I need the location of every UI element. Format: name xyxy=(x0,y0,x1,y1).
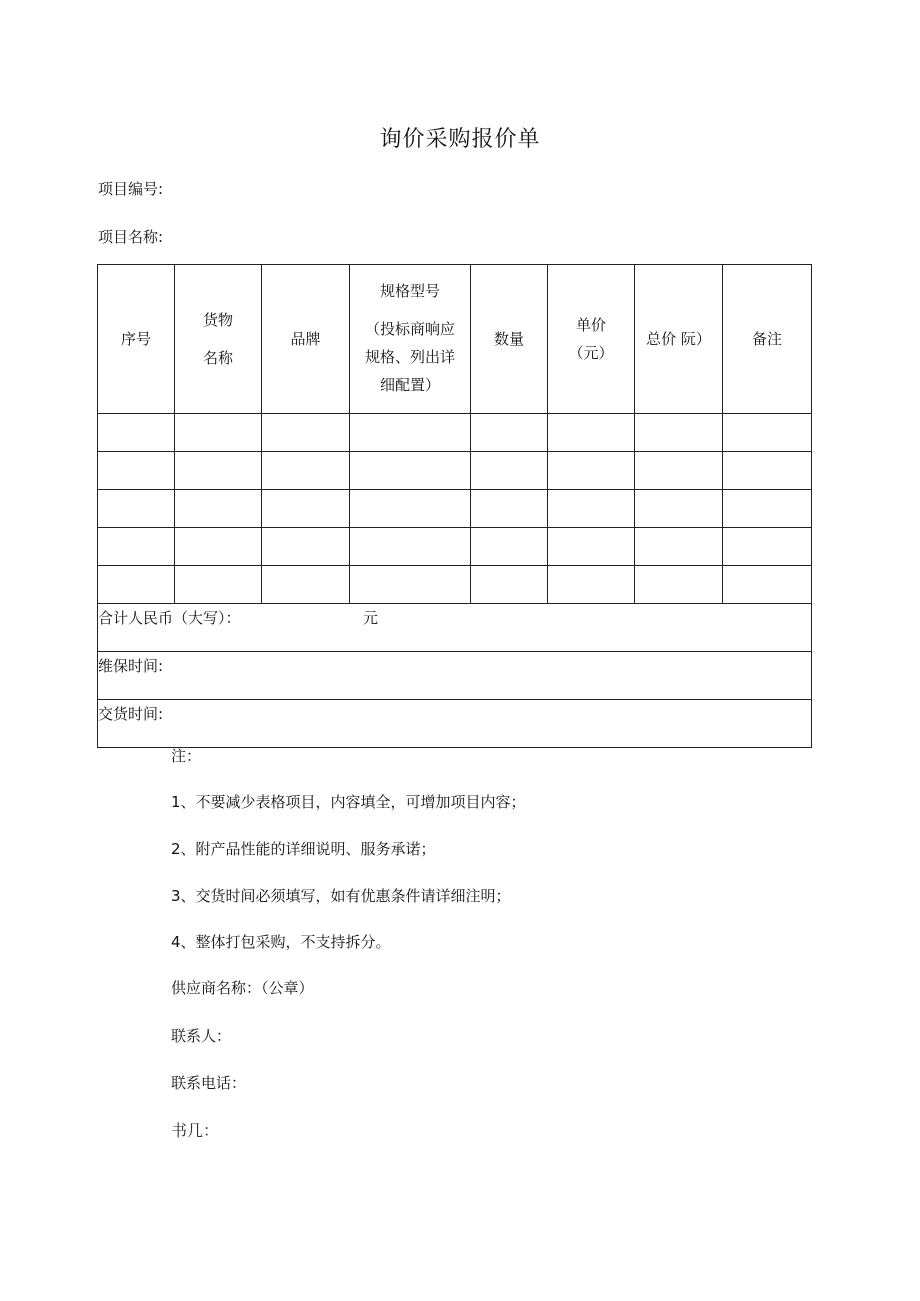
table-cell[interactable] xyxy=(262,414,350,452)
header-seq: 序号 xyxy=(98,265,175,414)
table-cell[interactable] xyxy=(548,528,635,566)
table-row xyxy=(98,566,812,604)
table-cell[interactable] xyxy=(175,452,262,490)
table-cell[interactable] xyxy=(350,490,471,528)
table-cell[interactable] xyxy=(723,414,812,452)
quote-table xyxy=(97,264,812,748)
header-unit-price: 单价 （元） xyxy=(548,265,635,414)
table-cell[interactable] xyxy=(548,566,635,604)
table-cell[interactable] xyxy=(175,528,262,566)
header-brand: 品牌 xyxy=(262,265,350,414)
table-cell[interactable] xyxy=(635,566,723,604)
table-cell[interactable] xyxy=(98,452,175,490)
table-cell[interactable] xyxy=(723,452,812,490)
total-cell[interactable] xyxy=(98,604,812,652)
table-cell[interactable] xyxy=(175,490,262,528)
table-cell[interactable] xyxy=(635,414,723,452)
contact-phone-label: 联系电话： xyxy=(171,1074,247,1092)
maintenance-cell[interactable] xyxy=(98,652,812,700)
table-cell[interactable] xyxy=(98,528,175,566)
table-row xyxy=(98,490,812,528)
notes-heading: 注： xyxy=(171,747,202,765)
maintenance-row xyxy=(98,652,812,700)
header-quantity: 数量 xyxy=(471,265,548,414)
table-cell[interactable] xyxy=(175,566,262,604)
note-item: 4、整体打包采购，不支持拆分。 xyxy=(171,933,391,951)
total-row xyxy=(98,604,812,652)
project-number-label: 项目编号: xyxy=(98,180,164,198)
note-item: 1、不要减少表格项目，内容填全，可增加项目内容； xyxy=(171,793,526,811)
total-label: 合计人民币（大写）： xyxy=(98,609,241,627)
table-cell[interactable] xyxy=(723,566,812,604)
header-goods-name: 货物 名称 xyxy=(175,265,262,414)
table-row xyxy=(98,528,812,566)
table-row xyxy=(98,414,812,452)
table-header-row xyxy=(98,265,812,414)
table-cell[interactable] xyxy=(471,414,548,452)
table-cell[interactable] xyxy=(471,490,548,528)
header-total-price: 总价 阮） xyxy=(635,265,723,414)
contact-person-label: 联系人： xyxy=(171,1027,232,1045)
table-cell[interactable] xyxy=(350,566,471,604)
table-cell[interactable] xyxy=(350,414,471,452)
table-cell[interactable] xyxy=(635,528,723,566)
table-cell[interactable] xyxy=(635,490,723,528)
table-cell[interactable] xyxy=(548,414,635,452)
delivery-label: 交货时间: xyxy=(98,705,164,723)
table-cell[interactable] xyxy=(98,490,175,528)
table-cell[interactable] xyxy=(723,490,812,528)
delivery-row xyxy=(98,700,812,748)
table-cell[interactable] xyxy=(350,528,471,566)
header-remark: 备注 xyxy=(723,265,812,414)
supplier-name-label: 供应商名称：（公章） xyxy=(171,979,314,997)
table-cell[interactable] xyxy=(548,490,635,528)
project-name-label: 项目名称: xyxy=(98,228,164,246)
table-cell[interactable] xyxy=(635,452,723,490)
table-cell[interactable] xyxy=(262,490,350,528)
table-cell[interactable] xyxy=(471,566,548,604)
signature-label: 书几： xyxy=(171,1121,220,1140)
table-cell[interactable] xyxy=(350,452,471,490)
maintenance-label: 维保时间: xyxy=(98,657,164,675)
table-cell[interactable] xyxy=(471,452,548,490)
table-cell[interactable] xyxy=(471,528,548,566)
table-cell[interactable] xyxy=(262,452,350,490)
table-row xyxy=(98,452,812,490)
header-spec: 规格型号 （投标商响应 规格、列出详 细配置） xyxy=(350,265,471,414)
note-item: 3、交货时间必须填写，如有优惠条件请详细注明； xyxy=(171,887,511,905)
table-cell[interactable] xyxy=(262,566,350,604)
table-cell[interactable] xyxy=(175,414,262,452)
table-cell[interactable] xyxy=(723,528,812,566)
note-item: 2、附产品性能的详细说明、服务承诺； xyxy=(171,840,436,858)
table-cell[interactable] xyxy=(262,528,350,566)
page-title: 询价采购报价单 xyxy=(379,127,541,152)
table-cell[interactable] xyxy=(98,414,175,452)
table-cell[interactable] xyxy=(548,452,635,490)
delivery-cell[interactable] xyxy=(98,700,812,748)
total-unit: 元 xyxy=(363,609,379,627)
table-cell[interactable] xyxy=(98,566,175,604)
